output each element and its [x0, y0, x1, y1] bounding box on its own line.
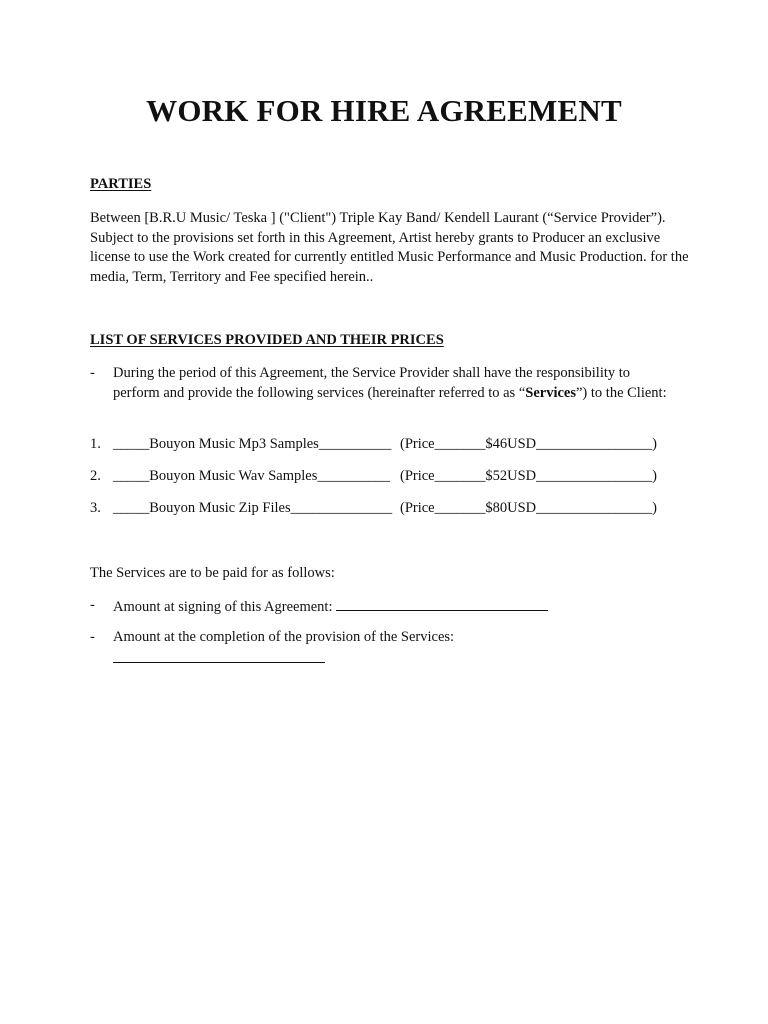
services-intro-before: During the period of this Agreement, the Service Provider shall have the responsibility to perform and provide the following services (hereinafter referred to as “ — [113, 365, 631, 401]
service-number: 1. — [90, 436, 101, 452]
services-heading: LIST OF SERVICES PROVIDED AND THEIR PRICES — [90, 332, 444, 348]
bullet-dash: - — [90, 365, 95, 381]
service-name: _____Bouyon Music Mp3 Samples__________ — [113, 436, 392, 452]
service-name: _____Bouyon Music Zip Files______________ — [113, 500, 393, 516]
services-intro-text — [113, 364, 673, 403]
signing-amount-blank[interactable] — [336, 596, 548, 611]
parties-heading: PARTIES — [90, 176, 152, 192]
service-price: (Price_______$52USD________________) — [400, 468, 657, 484]
services-intro-after: ”) to the Client: — [576, 384, 667, 401]
service-number: 2. — [90, 468, 101, 484]
payment-signing-label: Amount at signing of this Agreement: — [113, 599, 333, 615]
completion-amount-blank[interactable] — [113, 647, 325, 663]
service-price: (Price_______$46USD________________) — [400, 436, 657, 452]
service-number: 3. — [90, 500, 101, 516]
document-title: WORK FOR HIRE AGREEMENT — [146, 93, 622, 128]
bullet-dash: - — [90, 597, 95, 613]
payment-item-row — [113, 596, 673, 618]
service-price: (Price_______$80USD________________) — [400, 500, 657, 516]
payment-completion-label: Amount at the completion of the provision of the Services: — [113, 629, 455, 645]
service-name: _____Bouyon Music Wav Samples__________ — [113, 468, 390, 484]
payment-intro: The Services are to be paid for as follows: — [90, 565, 335, 581]
parties-paragraph: Between [B.R.U Music/ Teska ] ("Client") Triple Kay Band/ Kendell Laurant (“Service Provider”). Subject to the provisions set forth in this Agreement, Artist hereby grants to Producer an exclusive license to use the Work created for currently entitled Music Performance and Music Production. for the media, Term, Territory and Fee specified herein.. — [90, 210, 689, 285]
services-term: Services — [525, 384, 576, 401]
bullet-dash: - — [90, 629, 95, 645]
